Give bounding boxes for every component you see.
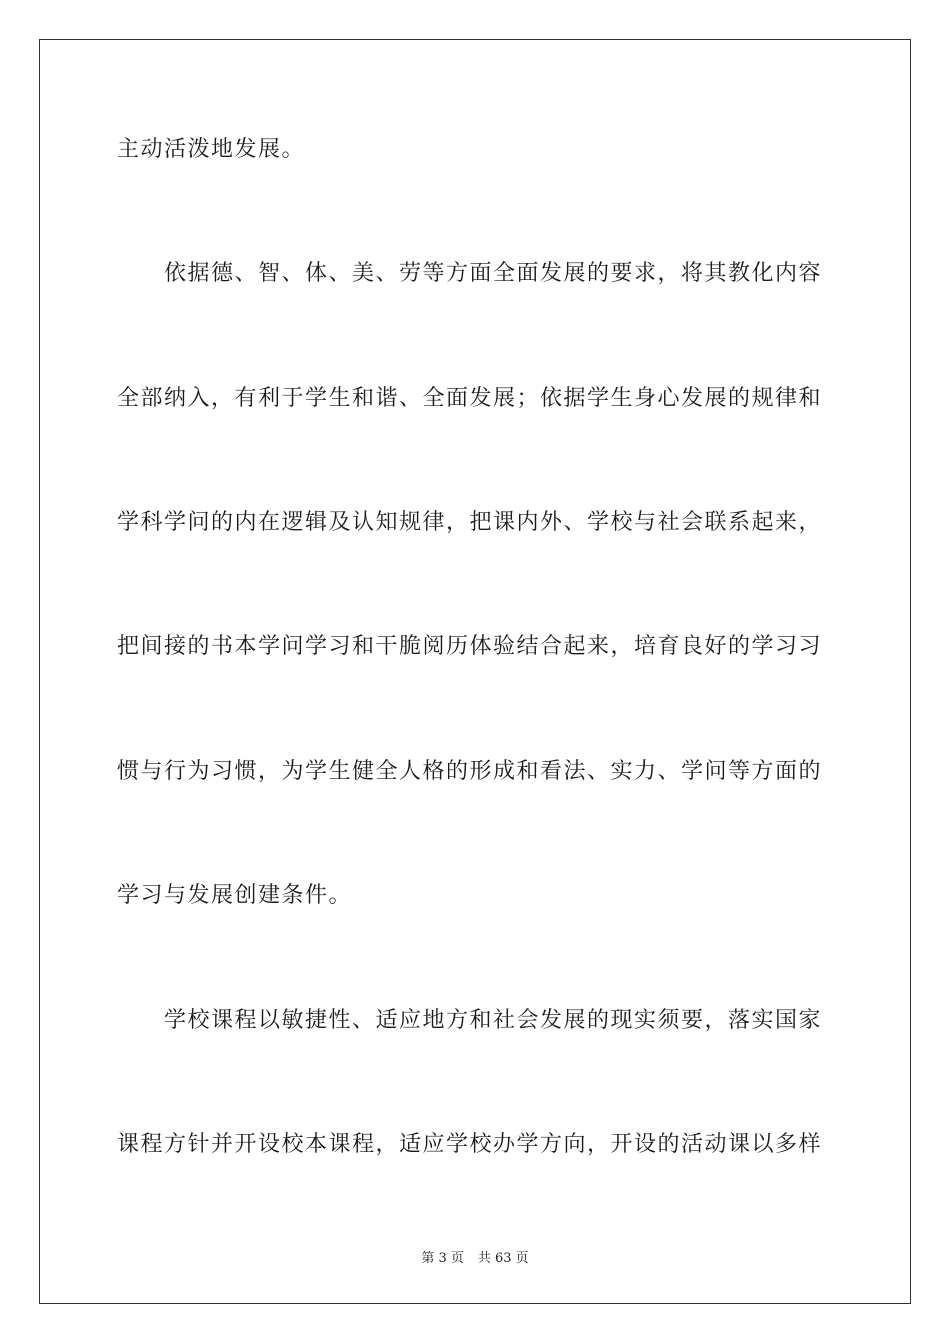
body-text-line: 学科学问的内在逻辑及认知规律，把课内外、学校与社会联系起来， bbox=[117, 510, 823, 535]
page-number: 第 3 页 bbox=[421, 1251, 464, 1266]
body-text-line: 把间接的书本学问学习和干脆阅历体验结合起来，培育良好的学习习 bbox=[117, 634, 823, 659]
page-footer bbox=[0, 1247, 950, 1266]
body-text-line: 主动活泼地发展。 bbox=[117, 137, 306, 162]
body-text-line: 学校课程以敏捷性、适应地方和社会发展的现实须要，落实国家 bbox=[164, 1008, 823, 1033]
body-text-line: 依据德、智、体、美、劳等方面全面发展的要求，将其教化内容 bbox=[164, 261, 823, 286]
page-frame bbox=[39, 39, 911, 1304]
body-text-line: 全部纳入，有利于学生和谐、全面发展；依据学生身心发展的规律和 bbox=[117, 386, 823, 411]
body-text-line: 惯与行为习惯，为学生健全人格的形成和看法、实力、学问等方面的 bbox=[117, 759, 823, 784]
body-text-line: 课程方针并开设校本课程，适应学校办学方向，开设的活动课以多样 bbox=[117, 1132, 823, 1157]
page-total: 共 63 页 bbox=[477, 1251, 529, 1266]
body-text-line: 学习与发展创建条件。 bbox=[117, 883, 353, 908]
